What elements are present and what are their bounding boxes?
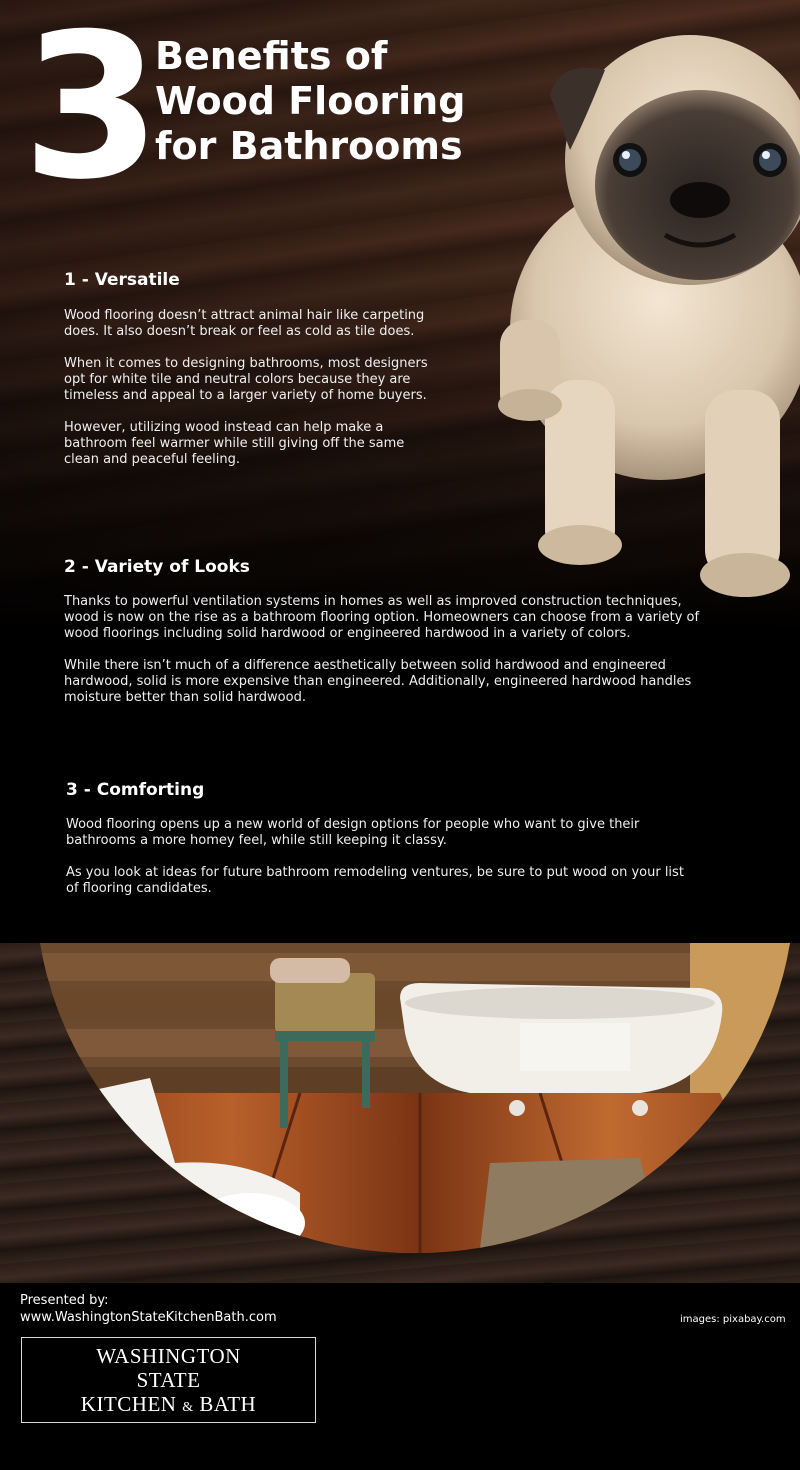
section-1-heading: 1 - Versatile — [64, 270, 180, 290]
title-line-1: Benefits of — [155, 34, 388, 78]
section-1-paragraph: Wood flooring doesn’t attract animal hair like carpeting does. It also doesn’t break or feel as cold as tile does. — [64, 308, 425, 339]
section-2-heading: 2 - Variety of Looks — [64, 557, 250, 577]
bathroom-photo — [0, 943, 800, 1283]
section-1-paragraph: When it comes to designing bathrooms, most designers opt for white tile and neutral colors because they are timeless and appeal to a larger variety of home buyers. — [64, 356, 428, 403]
title-number: 3 — [22, 0, 156, 224]
logo-word-kitchen: KITCHEN — [80, 1392, 177, 1416]
section-2-body — [64, 594, 704, 706]
logo-line-3 — [22, 1392, 315, 1420]
title-line-2: Wood Flooring — [155, 79, 466, 123]
page-title — [155, 34, 495, 169]
presented-by-label: Presented by: — [20, 1293, 109, 1308]
section-3-paragraph: As you look at ideas for future bathroom remodeling ventures, be sure to put wood on your list of flooring candidates. — [66, 865, 684, 896]
section-3-heading: 3 - Comforting — [66, 780, 205, 800]
section-2-paragraph: Thanks to powerful ventilation systems in homes as well as improved construction techniques, wood is now on the rise as a bathroom flooring option. Homeowners can choose from a variety of wood floorings including solid hardwood or engineered hardwood in a variety of colors. — [64, 594, 700, 641]
pug-photo — [455, 0, 800, 630]
images-credit: images: pixabay.com — [680, 1314, 786, 1325]
section-1-body — [64, 308, 434, 468]
logo-line-2: STATE — [136, 1368, 201, 1392]
title-line-3: for Bathrooms — [155, 124, 463, 168]
section-2-paragraph: While there isn’t much of a difference aesthetically between solid hardwood and engineered hardwood, solid is more expensive than engineered. Additionally, engineered hardwood handles moisture better than solid hardwood. — [64, 658, 692, 705]
section-3-paragraph: Wood flooring opens up a new world of design options for people who want to give their bathrooms a more homey feel, while still keeping it classy. — [66, 817, 640, 848]
section-3-body — [66, 817, 686, 897]
company-logo — [21, 1337, 316, 1423]
logo-word-bath: BATH — [199, 1392, 257, 1416]
section-1-paragraph: However, utilizing wood instead can help make a bathroom feel warmer while still giving off the same clean and peaceful feeling. — [64, 420, 405, 467]
website-link[interactable]: www.WashingtonStateKitchenBath.com — [20, 1310, 277, 1325]
logo-ampersand: & — [182, 1400, 194, 1415]
presented-by — [20, 1292, 277, 1326]
logo-line-1: WASHINGTON — [96, 1344, 241, 1368]
